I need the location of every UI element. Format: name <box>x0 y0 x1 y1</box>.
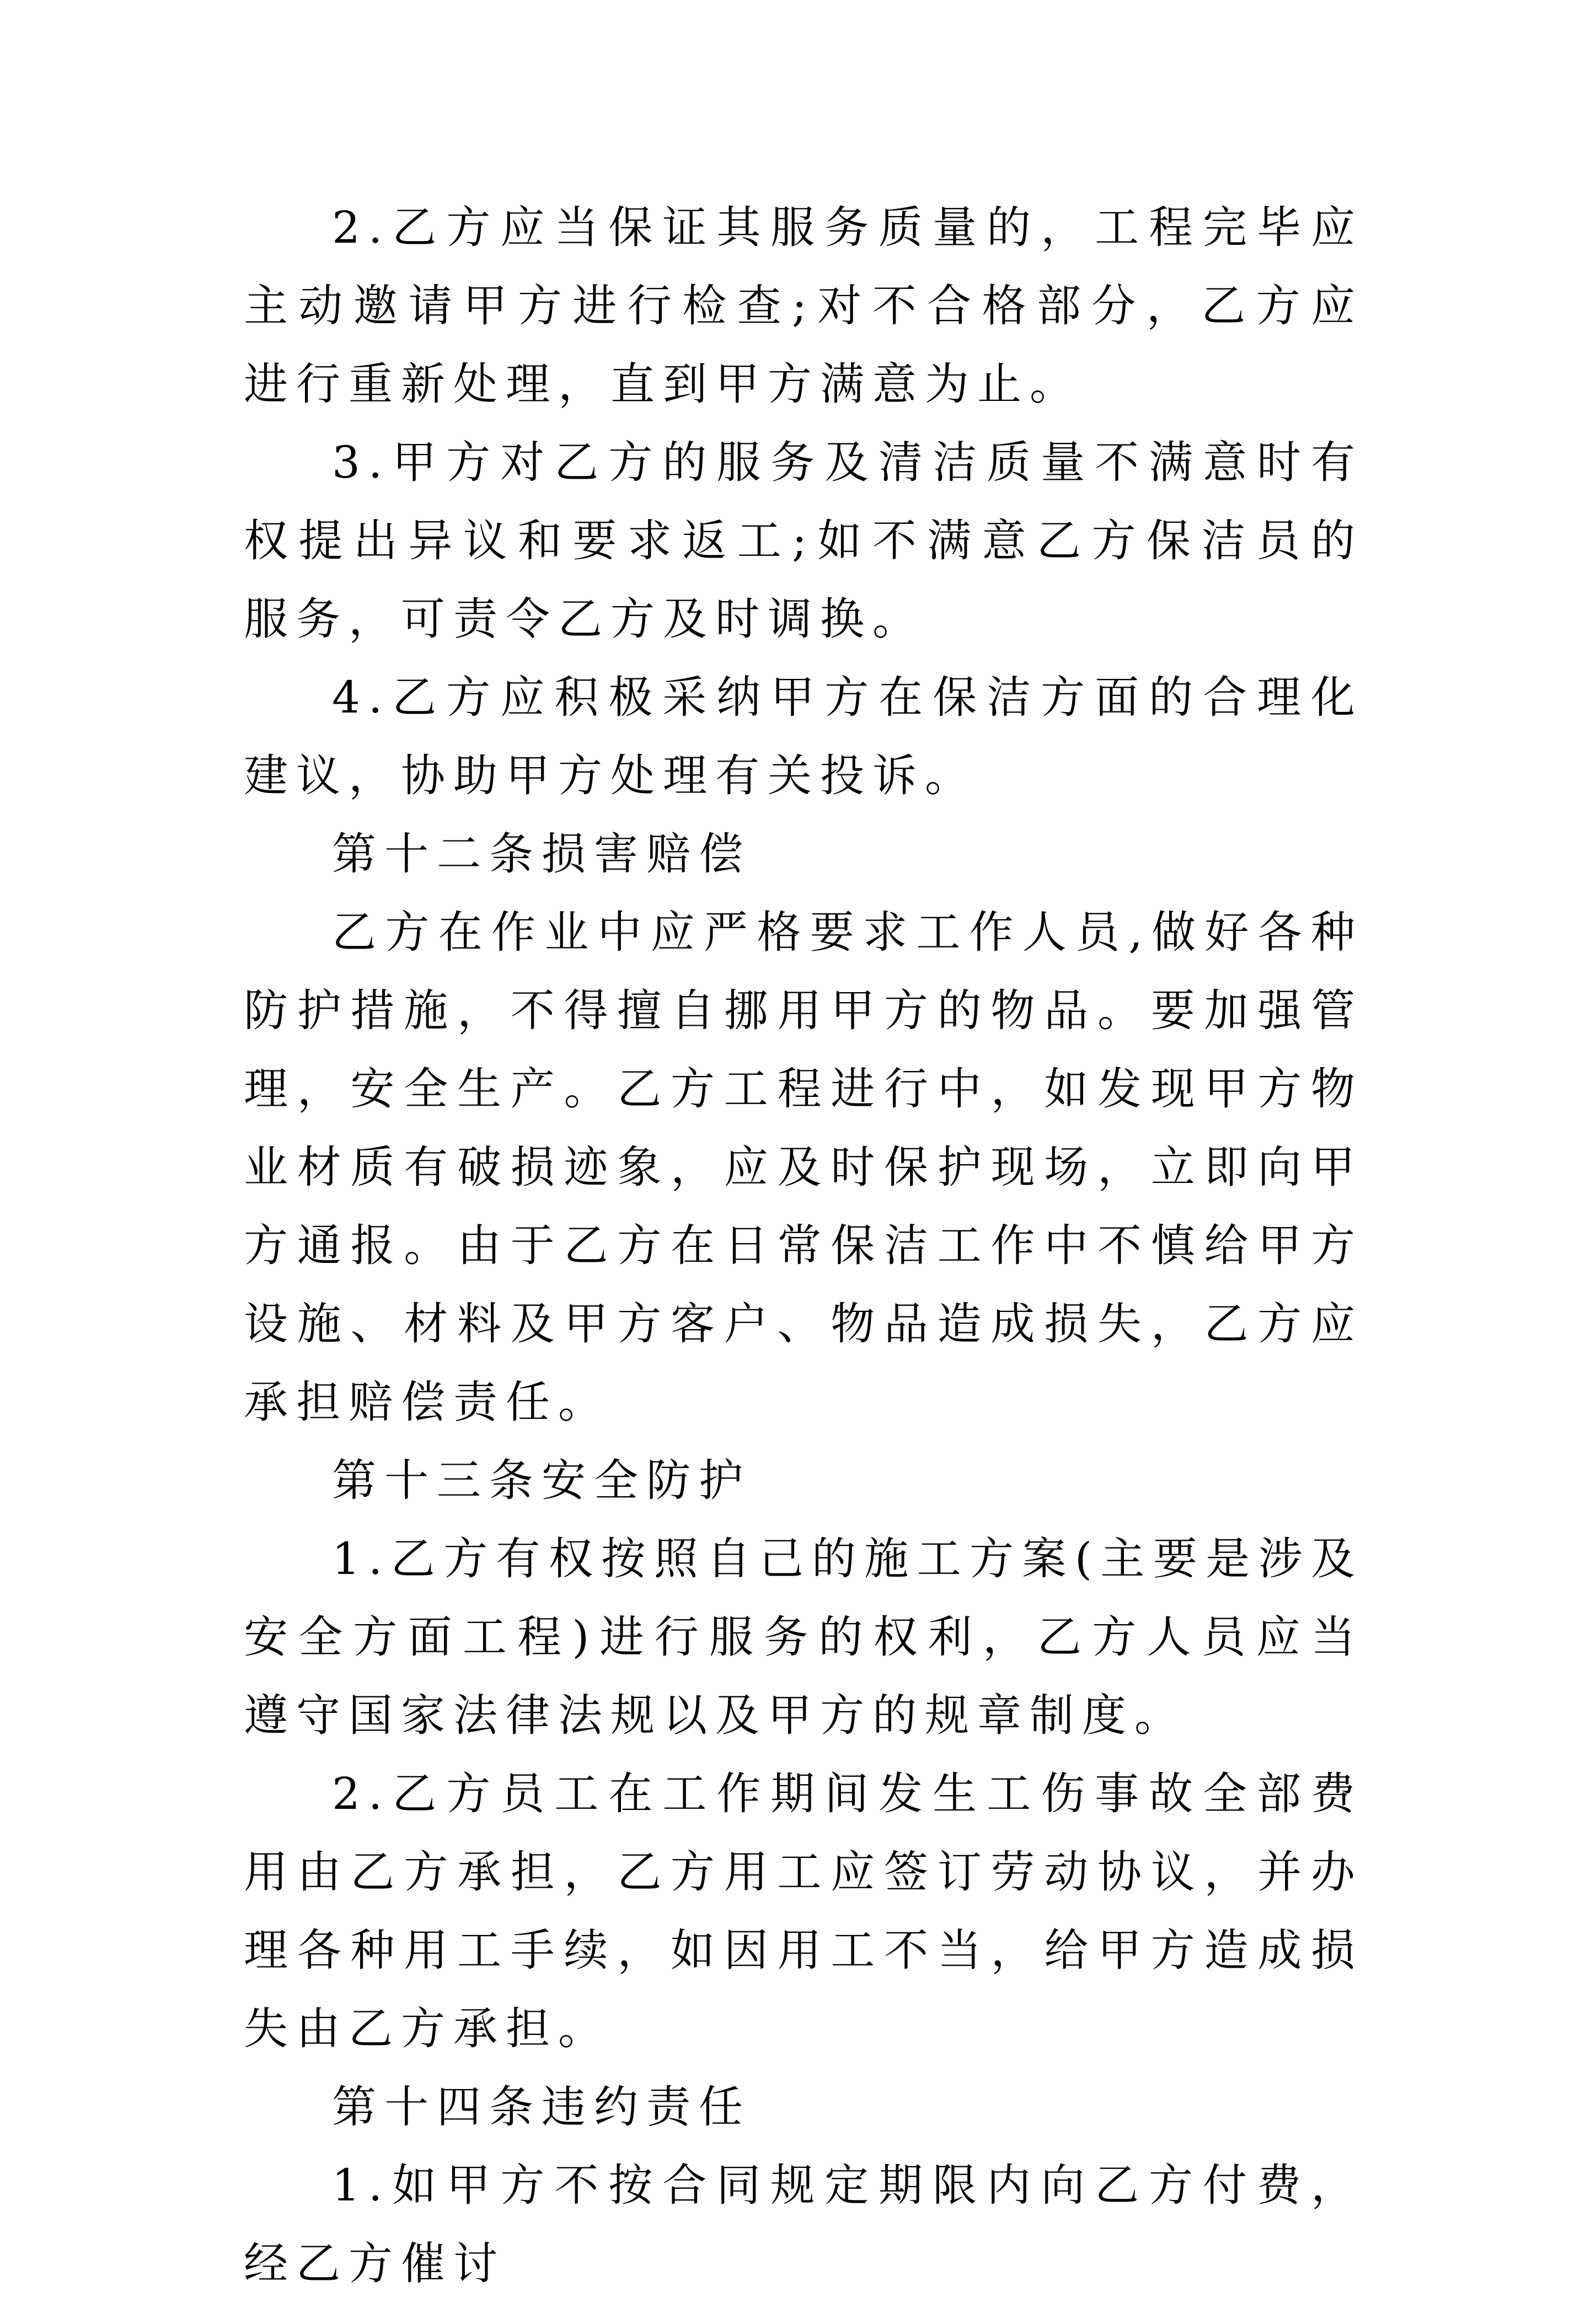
document-body <box>244 189 1363 2303</box>
section-heading-article-13: 第十三条安全防护 <box>332 1455 751 1506</box>
paragraph-liability-1: 1.如甲方不按合同规定期限内向乙方付费，经乙方催讨 <box>244 2160 1363 2289</box>
paragraph-clause-4: 4.乙方应积极采纳甲方在保洁方面的合理化建议，协助甲方处理有关投诉。 <box>244 672 1363 801</box>
section-heading-article-12: 第十二条损害赔偿 <box>332 828 751 880</box>
section-heading-article-14: 第十四条违约责任 <box>332 2081 751 2133</box>
paragraph-clause-2: 2.乙方应当保证其服务质量的，工程完毕应主动邀请甲方进行检查;对不合格部分，乙方应进行重新处理，直到甲方满意为止。 <box>244 202 1363 410</box>
paragraph-damage-compensation: 乙方在作业中应严格要求工作人员,做好各种防护措施，不得擅自挪用甲方的物品。要加强管理，安全生产。乙方工程进行中，如发现甲方物业材质有破损迹象，应及时保护现场，立即向甲方通报。由于乙方在日常保洁工作中不慎给甲方设施、材料及甲方客户、物品造成损失，乙方应承担赔偿责任。 <box>244 907 1363 1428</box>
paragraph-safety-2: 2.乙方员工在工作期间发生工伤事故全部费用由乙方承担，乙方用工应签订劳动协议，并办理各种用工手续，如因用工不当，给甲方造成损失由乙方承担。 <box>244 1768 1363 2054</box>
paragraph-safety-1: 1.乙方有权按照自己的施工方案(主要是涉及安全方面工程)进行服务的权利，乙方人员应当遵守国家法律法规以及甲方的规章制度。 <box>244 1533 1363 1741</box>
paragraph-clause-3: 3.甲方对乙方的服务及清洁质量不满意时有权提出异议和要求返工;如不满意乙方保洁员的服务，可责令乙方及时调换。 <box>244 437 1363 645</box>
